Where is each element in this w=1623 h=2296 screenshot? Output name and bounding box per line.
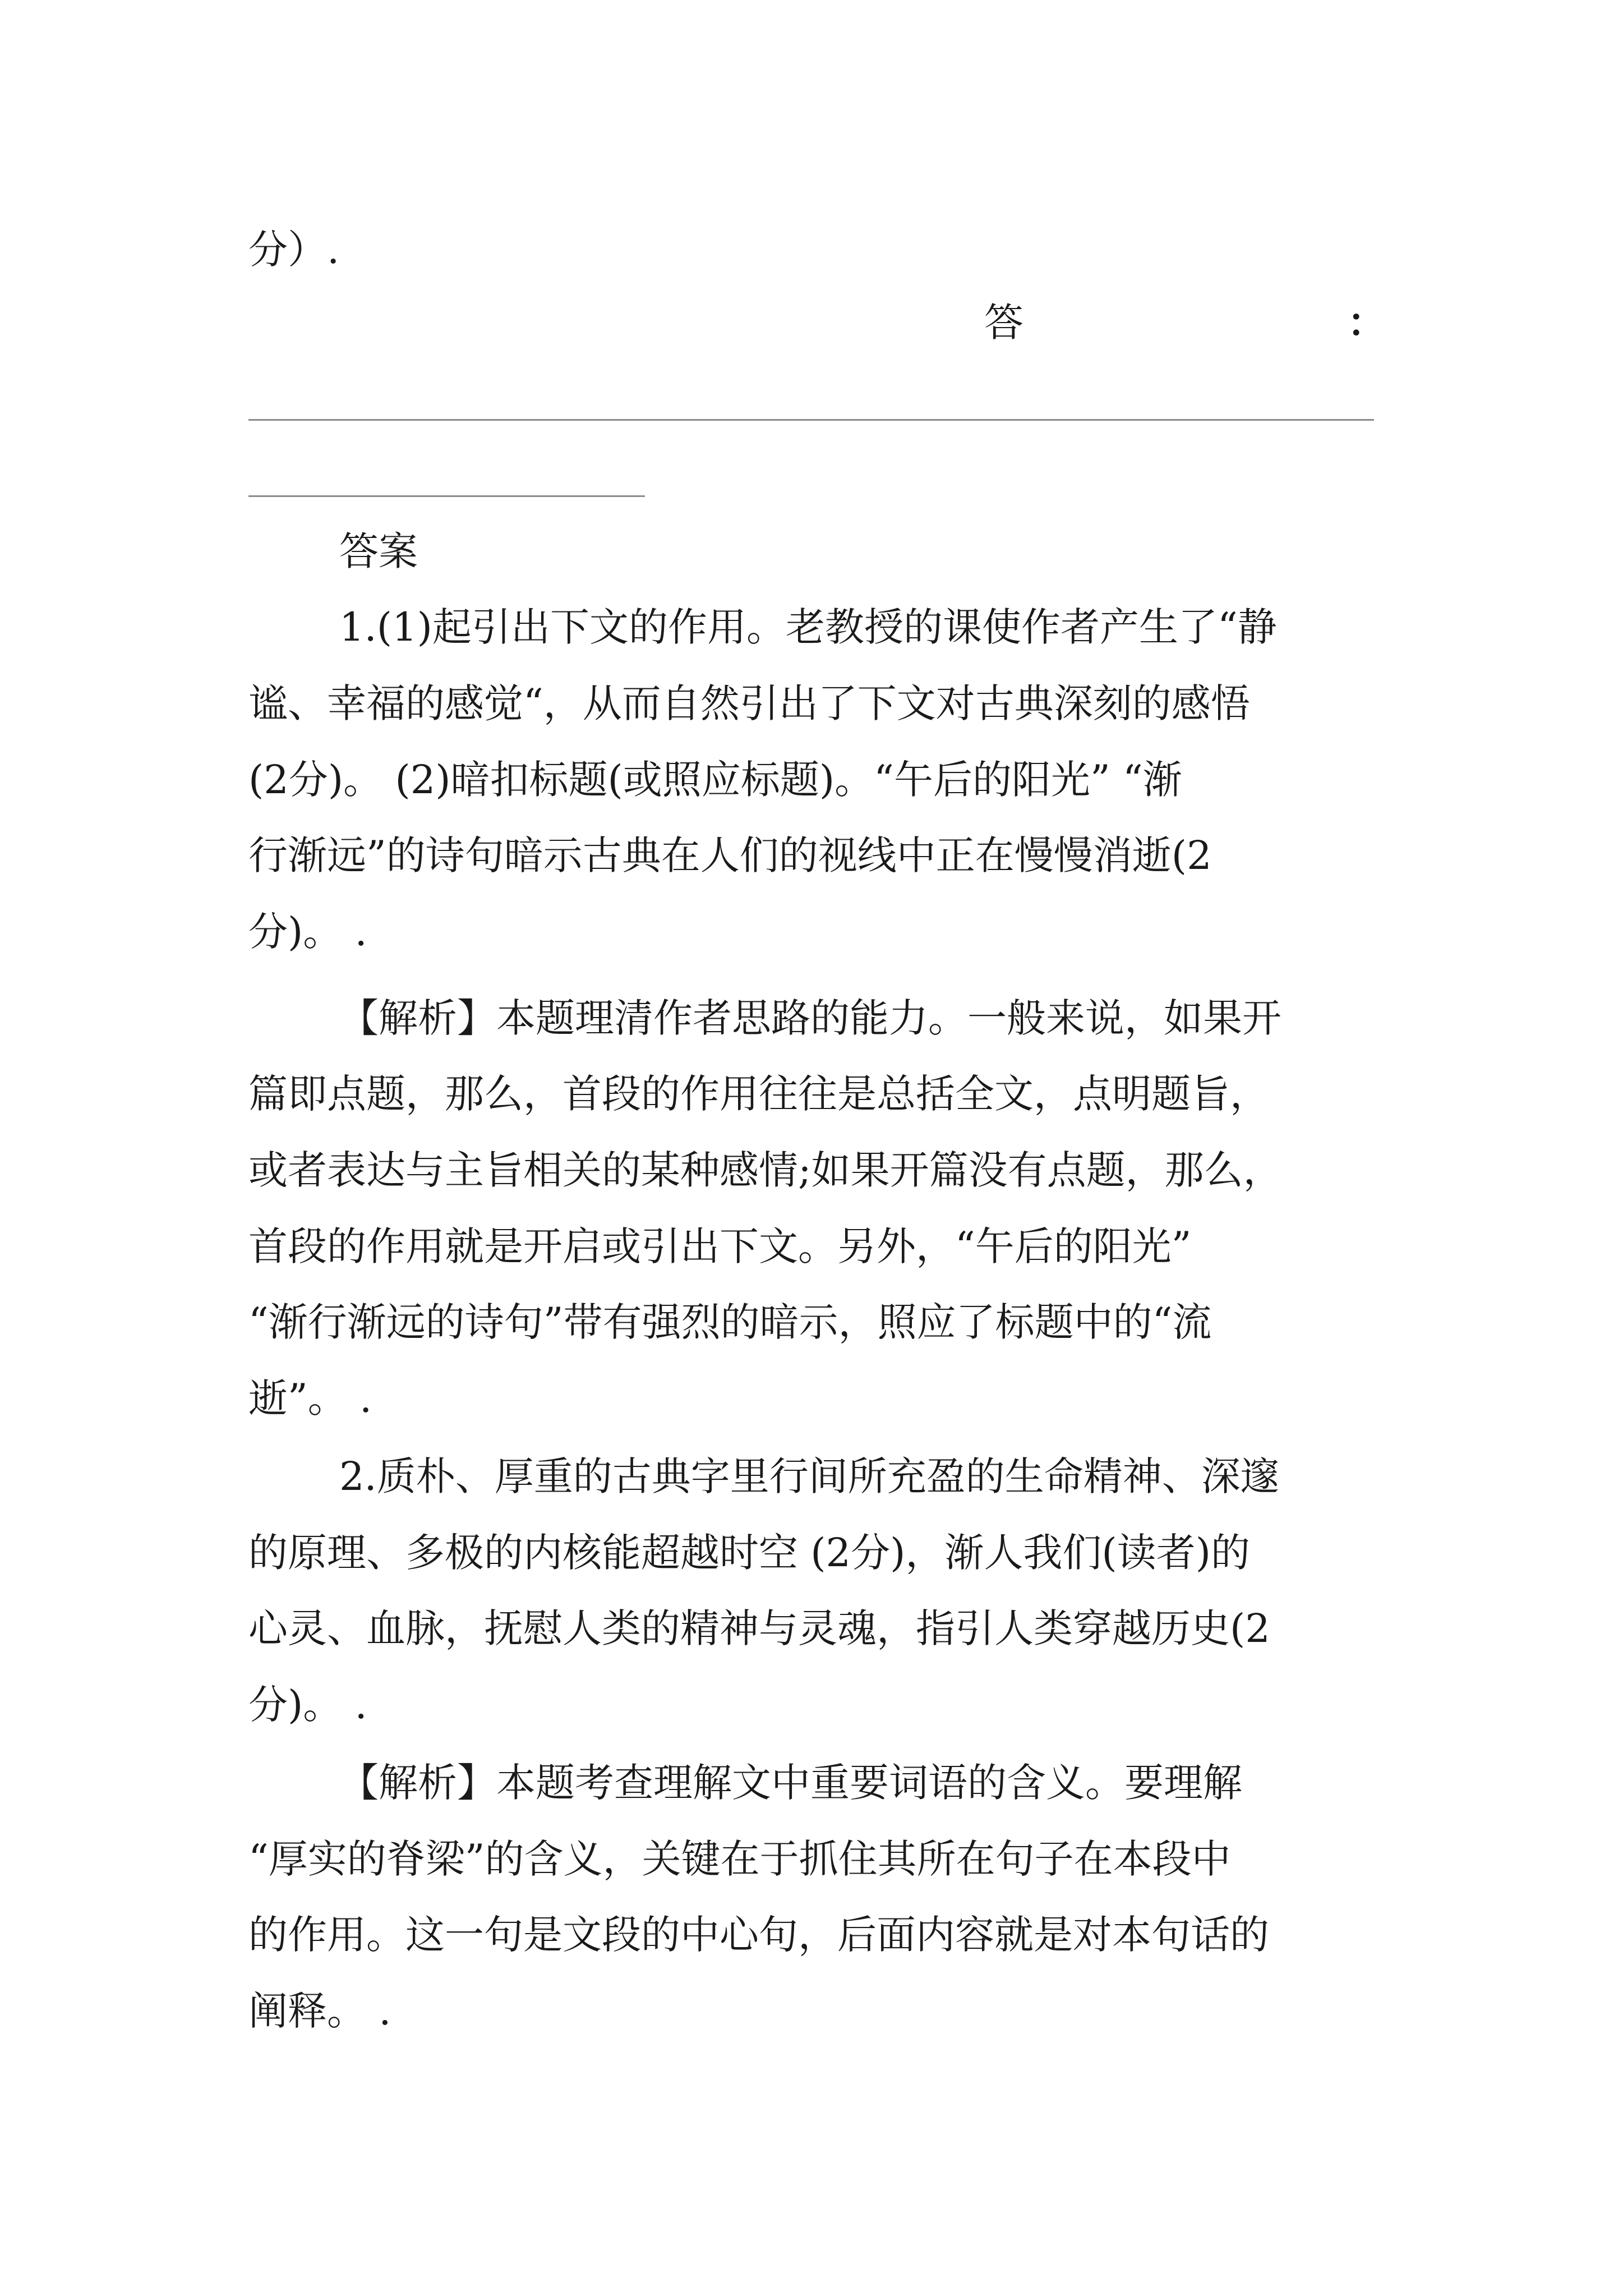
q1-analysis-line-4: 首段的作用就是开启或引出下文。另外，“午后的阳光” (248, 1223, 1192, 1269)
answer-label: 答 (984, 300, 1023, 346)
q2-analysis-line-1: 【解析】本题考查理解文中重要词语的含义。要理解 (339, 1760, 1242, 1806)
q2-analysis-line-2: “厚实的脊梁”的含义，关键在于抓住其所在句子在本段中 (248, 1836, 1231, 1882)
q1-analysis-line-1: 【解析】本题理清作者思路的能力。一般来说，如果开 (339, 995, 1281, 1041)
q2-analysis-line-4: 阐释。 . (248, 1988, 391, 2034)
answer-blank-line-2 (248, 495, 645, 497)
q2-line-3: 心灵、血脉，抚慰人类的精神与灵魂，指引人类穿越历史(2 (248, 1605, 1270, 1651)
q1-line-4: 行渐远”的诗句暗示古典在人们的视线中正在慢慢消逝(2 (248, 832, 1212, 878)
q2-line-2: 的原理、多极的内核能超越时空 (2分)，渐人我们(读者)的 (248, 1530, 1251, 1576)
q2-line-4: 分)。 . (248, 1682, 367, 1728)
q1-line-3: (2分)。 (2)暗扣标题(或照应标题)。“午后的阳光” “渐 (248, 757, 1182, 803)
q2-line-1: 2.质朴、厚重的古典字里行间所充盈的生命精神、深邃 (339, 1453, 1280, 1499)
q2-analysis-line-3: 的作用。这一句是文段的中心句，后面内容就是对本句话的 (248, 1912, 1269, 1958)
q1-analysis-line-3: 或者表达与主旨相关的某种感情;如果开篇没有点题，那么， (248, 1147, 1283, 1193)
q1-line-2: 谧、幸福的感觉“，从而自然引出了下文对古典深刻的感悟 (248, 680, 1250, 726)
answer-heading: 答案 (339, 528, 418, 574)
q1-analysis-line-6: 逝”。 . (248, 1375, 372, 1421)
previous-question-tail: 分）. (248, 227, 340, 273)
q1-line-1: 1.(1)起引出下文的作用。老教授的课使作者产生了“静 (339, 604, 1277, 650)
answer-blank-line-1 (248, 419, 1374, 421)
answer-colon: ： (1347, 299, 1386, 346)
q1-analysis-line-5: “渐行渐远的诗句”带有强烈的暗示，照应了标题中的“流 (248, 1299, 1212, 1345)
q1-line-5: 分)。 . (248, 909, 367, 955)
q1-analysis-line-2: 篇即点题，那么，首段的作用往往是总括全文，点明题旨， (248, 1071, 1269, 1117)
